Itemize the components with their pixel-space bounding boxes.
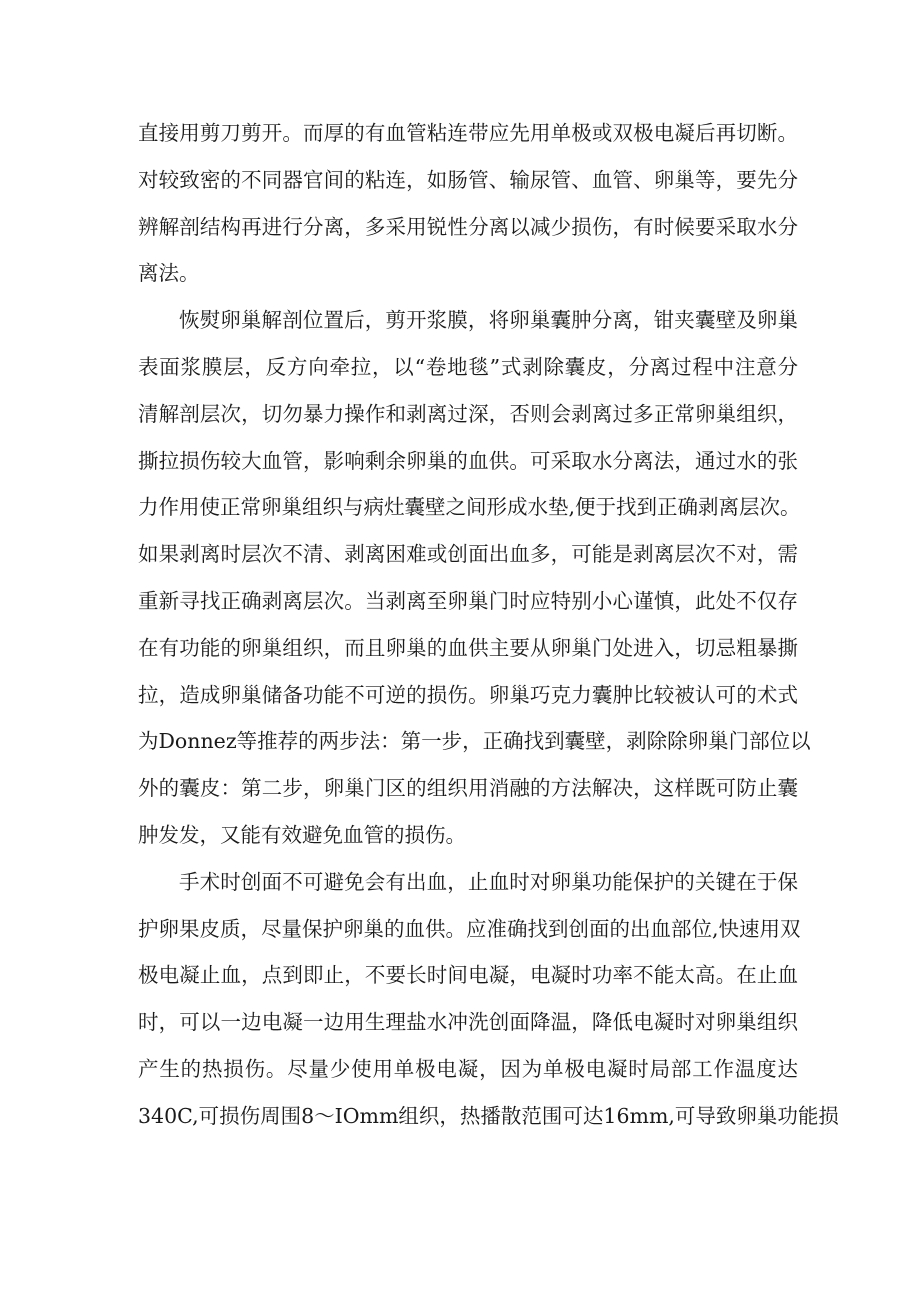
text-line: 对较致密的不同器官间的粘连，如肠管、输尿管、血管、卵巢等，要先分 xyxy=(138,167,798,192)
text-line: 离法。 xyxy=(138,261,200,286)
text-line: 拉，造成卵巢储备功能不可逆的损伤。卵巢巧克力囊肿比较被认可的术式 xyxy=(138,682,798,707)
text-line: 力作用使正常卵巢组织与病灶囊壁之间形成水垫,便于找到正确剥离层次。 xyxy=(138,495,801,520)
text-line: 清解剖层次，切勿暴力操作和剥离过深，否则会剥离过多正常卵巢组织， xyxy=(138,401,798,426)
text-line: 340C,可损伤周围8～IOmm组织，热播散范围可达16mm,可导致卵巢功能损 xyxy=(138,1103,839,1128)
text-line: 表面浆膜层，反方向牵拉，以“卷地毯”式剥除囊皮，分离过程中注意分 xyxy=(138,354,798,379)
text-line: 手术时创面不可避免会有出血，止血时对卵巢功能保护的关键在于保 xyxy=(179,869,798,894)
text-line: 辨解剖结构再进行分离，多采用锐性分离以减少损伤，有时候要采取水分 xyxy=(138,214,798,239)
text-line: 在有功能的卵巢组织，而且卵巢的血供主要从卵巢门处进入，切忌粗暴撕 xyxy=(138,635,798,660)
text-line: 撕拉损伤较大血管，影响剩余卵巢的血供。可采取水分离法，通过水的张 xyxy=(138,448,798,473)
body-text xyxy=(138,110,839,1140)
text-line: 极电凝止血，点到即止，不要长时间电凝，电凝时功率不能太高。在止血 xyxy=(138,963,798,988)
text-line: 直接用剪刀剪开。而厚的有血管粘连带应先用单极或双极电凝后再切断。 xyxy=(138,121,798,145)
text-line: 护卵果皮质，尽量保护卵巢的血供。应准确找到创面的出血部位,快速用双 xyxy=(138,916,801,941)
text-line: 产生的热损伤。尽量少使用单极电凝，因为单极电凝时局部工作温度达 xyxy=(138,1056,798,1081)
text-line: 重新寻找正确剥离层次。当剥离至卵巢门时应特别小心谨慎，此处不仅存 xyxy=(138,588,798,613)
text-line: 如果剥离时层次不清、剥离困难或创面出血多，可能是剥离层次不对，需 xyxy=(138,542,798,567)
text-line: 恢熨卵巢解剖位置后，剪开浆膜，将卵巢囊肿分离，钳夹囊壁及卵巢 xyxy=(179,308,798,333)
text-line: 为Donnez等推荐的两步法：第一步，正确找到囊壁，剥除除卵巢门部位以 xyxy=(138,729,811,754)
text-line: 时，可以一边电凝一边用生理盐水冲洗创面降温，降低电凝时对卵巢组织 xyxy=(138,1010,798,1035)
text-line: 外的囊皮：第二步，卵巢门区的组织用消融的方法解决，这样既可防止囊 xyxy=(138,776,798,801)
text-line: 肿发发，又能有效避免血管的损伤。 xyxy=(138,822,466,847)
